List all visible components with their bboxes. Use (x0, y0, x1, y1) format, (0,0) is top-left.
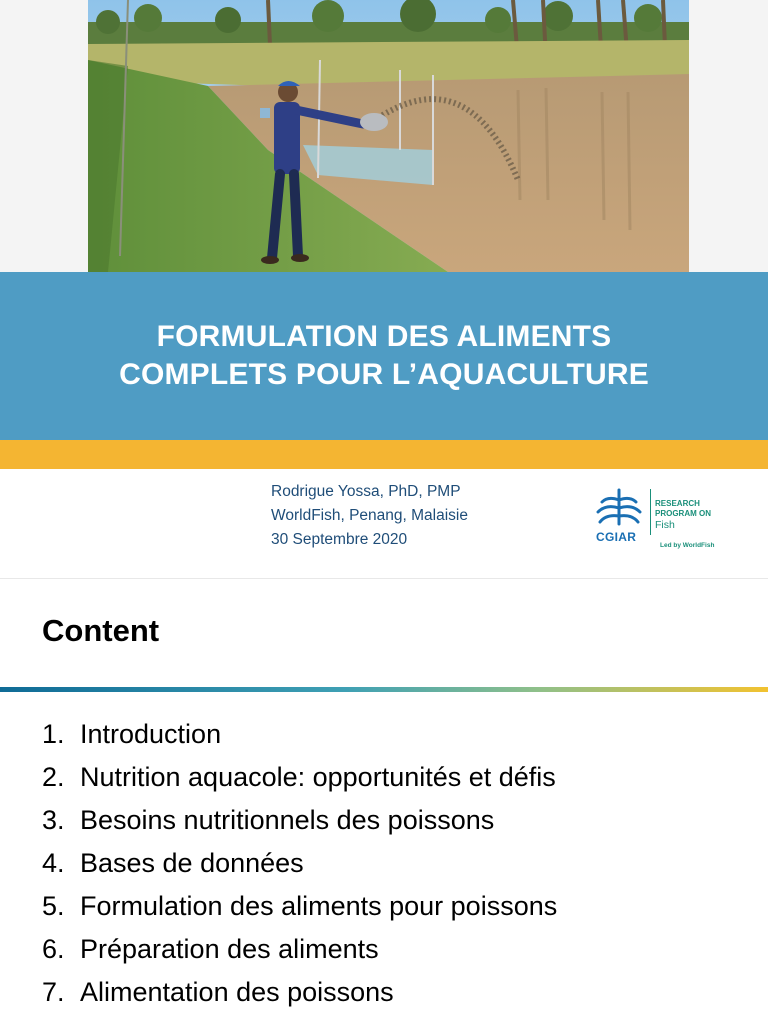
toc-item (42, 842, 557, 885)
table-of-contents (42, 713, 557, 1014)
content-slide (0, 578, 768, 1025)
cgiar-fish-logo (594, 486, 724, 552)
toc-item-number: 3. (42, 805, 65, 835)
author-block (271, 480, 468, 552)
toc-item-label: Préparation des aliments (80, 934, 379, 964)
gold-accent-band (0, 440, 768, 469)
toc-item (42, 971, 557, 1014)
toc-item (42, 885, 557, 928)
toc-item-number: 2. (42, 762, 65, 792)
logo-led-by: Led by WorldFish (660, 542, 715, 549)
toc-item-number: 4. (42, 848, 65, 878)
toc-item (42, 756, 557, 799)
logo-research-line-1: RESEARCH (655, 499, 700, 508)
farmer-feeding-fish-photo (88, 0, 689, 272)
author-name: Rodrigue Yossa, PhD, PMP (271, 483, 461, 500)
content-heading: Content (42, 613, 160, 648)
gradient-divider (0, 687, 768, 692)
toc-item-label: Introduction (80, 719, 222, 749)
toc-item-number: 1. (42, 719, 65, 749)
logo-research-line-2: PROGRAM ON (655, 509, 711, 518)
toc-item-number: 5. (42, 891, 65, 921)
cgiar-wordmark: CGIAR (596, 530, 637, 544)
logo-program-fish: Fish (655, 519, 675, 531)
author-affiliation: WorldFish, Penang, Malaisie (271, 507, 468, 524)
presentation-date: 30 Septembre 2020 (271, 531, 408, 548)
presentation-title-line-2: COMPLETS POUR L’AQUACULTURE (119, 358, 649, 391)
logo-research-program (655, 499, 711, 519)
toc-item (42, 799, 557, 842)
toc-item (42, 713, 557, 756)
logo-divider (650, 489, 651, 535)
photo-frame (0, 0, 768, 272)
toc-item-label: Bases de données (80, 848, 304, 878)
toc-item-label: Formulation des aliments pour poissons (80, 891, 558, 921)
toc-item-label: Alimentation des poissons (80, 977, 394, 1007)
presentation-title-line-1: FORMULATION DES ALIMENTS (156, 320, 612, 353)
toc-item (42, 928, 557, 971)
toc-item-number: 6. (42, 934, 65, 964)
title-band (0, 272, 768, 440)
toc-item-number: 7. (42, 977, 65, 1007)
toc-item-label: Besoins nutritionnels des poissons (80, 805, 495, 835)
photo-illustration (88, 0, 689, 272)
toc-item-label: Nutrition aquacole: opportunités et défis (80, 762, 556, 792)
